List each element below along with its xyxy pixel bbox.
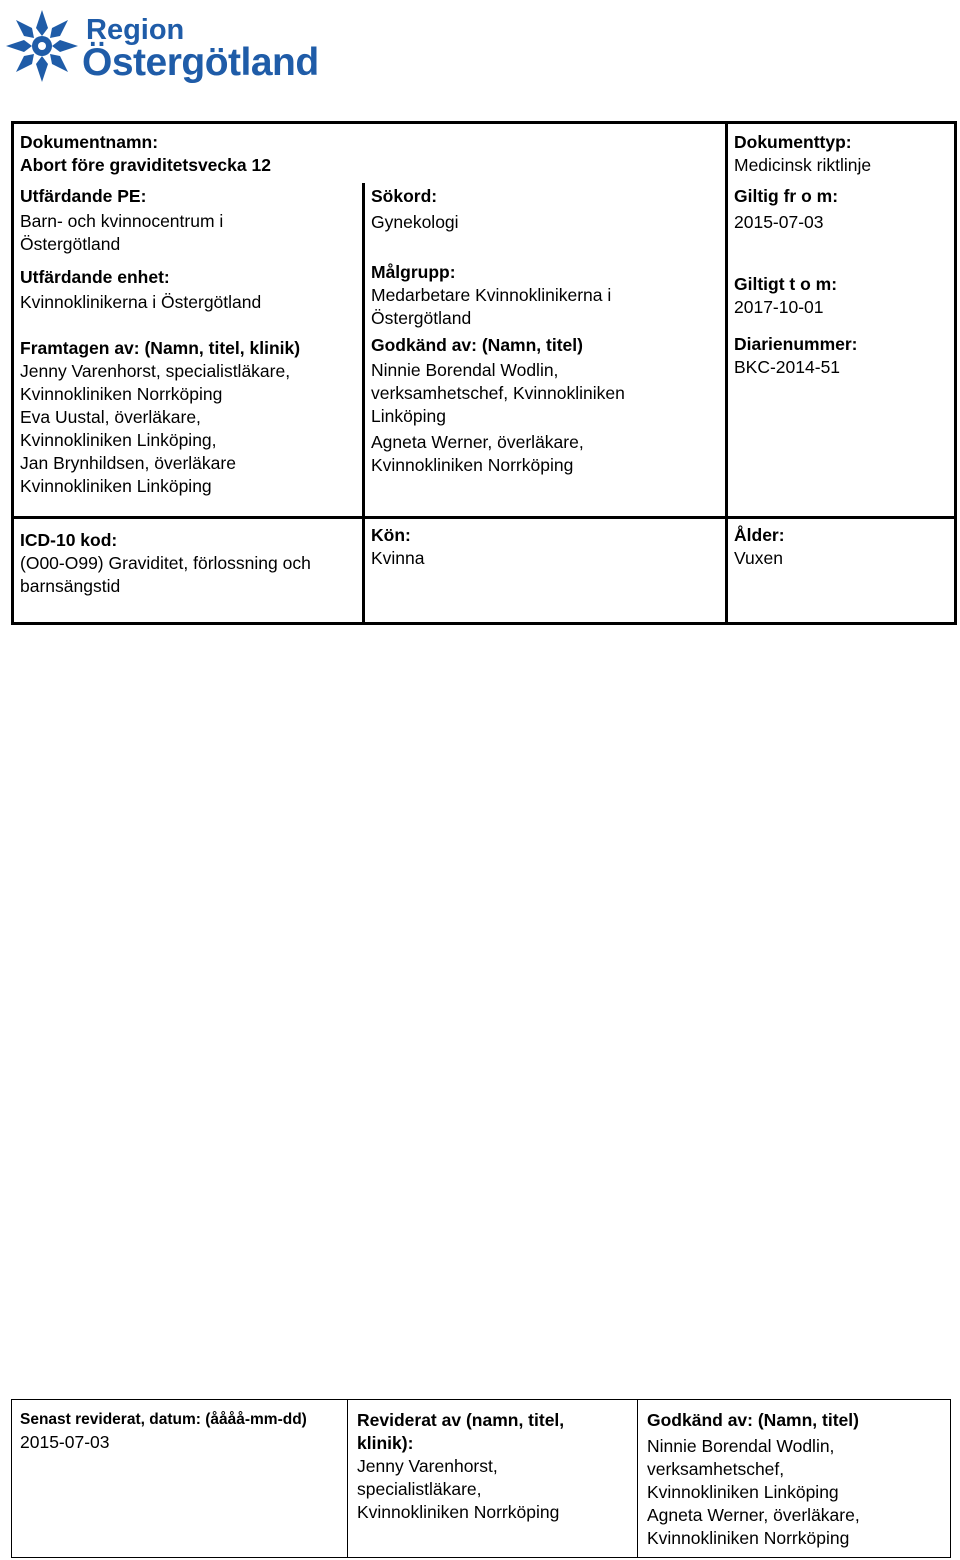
reviderat-av-label-1: Reviderat av (namn, titel, <box>357 1410 565 1430</box>
alder-label: Ålder: <box>734 525 785 545</box>
row-divider <box>11 516 954 519</box>
footer-godkand-label: Godkänd av: (Namn, titel) <box>647 1410 859 1430</box>
framtagen-line: Eva Uustal, överläkare, <box>20 407 201 427</box>
alder-value: Vuxen <box>734 548 783 568</box>
godkand-line: verksamhetschef, Kvinnokliniken <box>371 383 625 403</box>
footer-godkand-cell <box>647 1409 947 1550</box>
dokumentnamn-label: Dokumentnamn: <box>20 132 159 152</box>
framtagen-line: Jenny Varenhorst, specialistläkare, <box>20 361 291 381</box>
dokumenttyp-value: Medicinsk riktlinje <box>734 155 872 175</box>
framtagen-line: Jan Brynhildsen, överläkare <box>20 453 236 473</box>
framtagen-label: Framtagen av: (Namn, titel, klinik) <box>20 338 301 358</box>
icd-cell <box>20 529 360 598</box>
malgrupp-value-2: Östergötland <box>371 308 472 328</box>
senast-reviderat-cell <box>20 1408 345 1454</box>
reviderat-av-cell <box>357 1409 632 1524</box>
sokord-value: Gynekologi <box>371 212 459 232</box>
godkand-line: Agneta Werner, överläkare, <box>371 432 584 452</box>
malgrupp-value-1: Medarbetare Kvinnoklinikerna i <box>371 285 612 305</box>
reviderat-av-line: Kvinnokliniken Norrköping <box>357 1502 560 1522</box>
giltigt-tom-value: 2017-10-01 <box>734 297 824 317</box>
utfardande-pe-value-2: Östergötland <box>20 234 121 254</box>
kon-label: Kön: <box>371 525 411 545</box>
utfardande-pe-cell <box>20 185 360 256</box>
diarienummer-value: BKC-2014-51 <box>734 357 841 377</box>
utfardande-pe-value-1: Barn- och kvinnocentrum i <box>20 211 224 231</box>
malgrupp-cell <box>371 261 721 330</box>
framtagen-line: Kvinnokliniken Linköping <box>20 476 212 496</box>
utfardande-enhet-value: Kvinnoklinikerna i Östergötland <box>20 292 262 312</box>
reviderat-av-line: specialistläkare, <box>357 1479 482 1499</box>
giltig-from-value: 2015-07-03 <box>734 212 824 232</box>
kon-cell <box>371 524 721 570</box>
footer-divider-2 <box>637 1399 638 1558</box>
framtagen-line: Kvinnokliniken Norrköping <box>20 384 223 404</box>
footer-godkand-line: Kvinnokliniken Linköping <box>647 1482 839 1502</box>
utfardande-pe-label: Utfärdande PE: <box>20 186 147 206</box>
godkand-label: Godkänd av: (Namn, titel) <box>371 335 583 355</box>
logo-text-region: Region <box>86 14 185 46</box>
footer-godkand-line: Agneta Werner, överläkare, <box>647 1505 860 1525</box>
senast-reviderat-value: 2015-07-03 <box>20 1432 110 1452</box>
dokumenttyp-label: Dokumenttyp: <box>734 132 852 152</box>
icd-value-1: (O00-O99) Graviditet, förlossning och <box>20 553 311 573</box>
diarienummer-label: Diarienummer: <box>734 334 858 354</box>
framtagen-line: Kvinnokliniken Linköping, <box>20 430 217 450</box>
godkand-line: Ninnie Borendal Wodlin, <box>371 360 559 380</box>
footer-godkand-line: Kvinnokliniken Norrköping <box>647 1528 850 1548</box>
giltig-from-cell <box>734 185 949 234</box>
column-divider-2 <box>725 121 728 622</box>
utfardande-enhet-label: Utfärdande enhet: <box>20 267 170 287</box>
icd-label: ICD-10 kod: <box>20 530 118 550</box>
giltigt-tom-label: Giltigt t o m: <box>734 274 838 294</box>
alder-cell <box>734 524 949 570</box>
sokord-cell <box>371 185 721 234</box>
dokumentnamn-cell <box>20 131 620 177</box>
footer-godkand-line: Ninnie Borendal Wodlin, <box>647 1436 835 1456</box>
giltig-from-label: Giltig fr o m: <box>734 186 839 206</box>
malgrupp-label: Målgrupp: <box>371 262 456 282</box>
kon-value: Kvinna <box>371 548 425 568</box>
column-divider-1 <box>362 183 365 622</box>
sokord-label: Sökord: <box>371 186 438 206</box>
reviderat-av-label-2: klinik): <box>357 1433 414 1453</box>
godkand-line: Kvinnokliniken Norrköping <box>371 455 574 475</box>
flower-logo-icon <box>4 8 80 84</box>
dokumentnamn-value: Abort före graviditetsvecka 12 <box>20 155 271 175</box>
reviderat-av-line: Jenny Varenhorst, <box>357 1456 498 1476</box>
diarienummer-cell <box>734 333 949 379</box>
framtagen-cell <box>20 337 360 498</box>
footer-godkand-line: verksamhetschef, <box>647 1459 785 1479</box>
icd-value-2: barnsängstid <box>20 576 121 596</box>
footer-divider-1 <box>347 1399 348 1558</box>
logo-text-ostergotland: Östergötland <box>82 41 319 84</box>
region-ostergotland-logo <box>4 6 319 86</box>
dokumenttyp-cell <box>734 131 949 177</box>
giltigt-tom-cell <box>734 273 949 319</box>
utfardande-enhet-cell <box>20 266 360 314</box>
senast-reviderat-label: Senast reviderat, datum: (åååå-mm-dd) <box>20 1411 307 1428</box>
godkand-cell <box>371 334 721 477</box>
godkand-line: Linköping <box>371 406 446 426</box>
